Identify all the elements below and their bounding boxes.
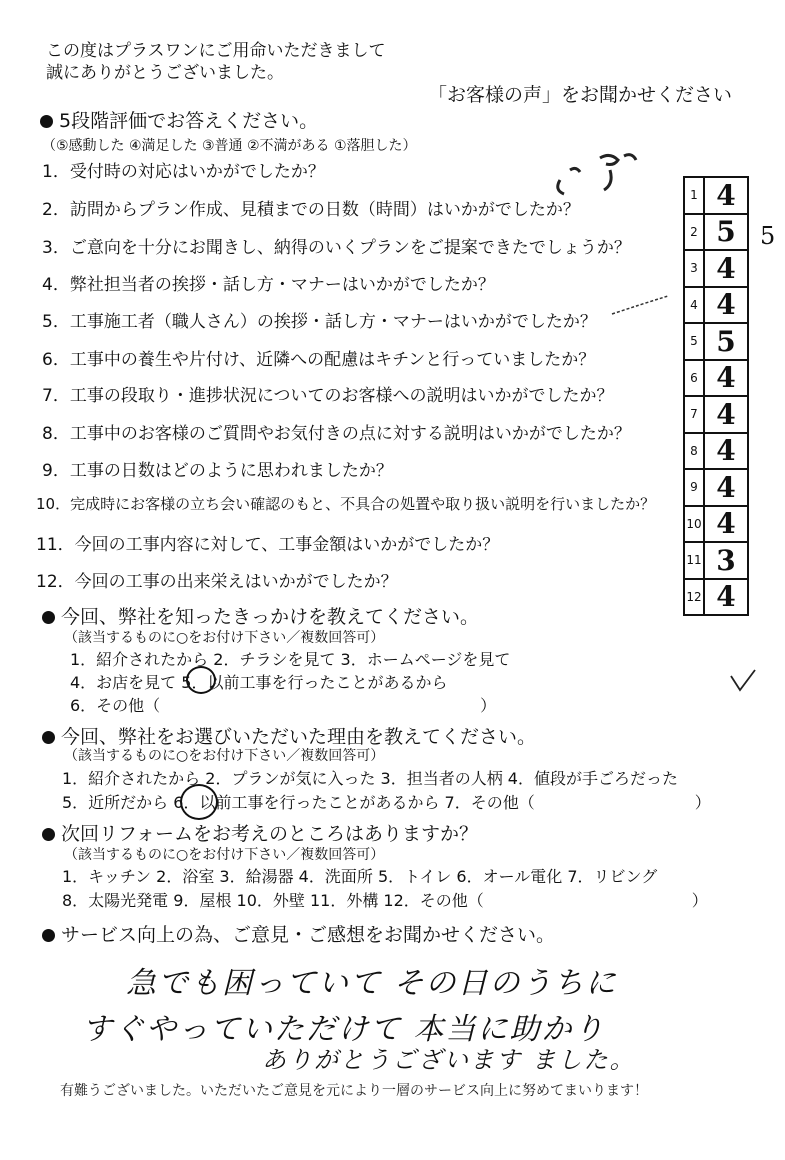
banner-title: 「お客様の声」をお聞かせください bbox=[428, 84, 733, 106]
bullet-icon bbox=[40, 115, 53, 128]
handwriting-line-3[interactable]: ありがとうございます ました。 bbox=[262, 1046, 636, 1074]
question-3: 3．ご意向を十分にお聞きし、納得のいくプランをご提案できたでしょうか？ bbox=[42, 238, 631, 258]
know-note: （該当するものに○をお付け下さい／複数回答可） bbox=[64, 630, 385, 646]
bullet-icon bbox=[42, 611, 55, 624]
score-value[interactable]: 5 bbox=[704, 323, 748, 360]
score-value[interactable]: 4 bbox=[704, 396, 748, 433]
opinion-title-text: サービス向上の為、ご意見・ご感想をお聞かせください。 bbox=[61, 924, 556, 946]
next-note: （該当するものに○をお付け下さい／複数回答可） bbox=[64, 847, 385, 863]
score-value[interactable]: 5 bbox=[704, 214, 748, 251]
know-section-title bbox=[42, 602, 479, 629]
score-row bbox=[684, 323, 748, 360]
reason-options-line-2: 5．近所だから 6．以前工事を行ったことがあるから 7．その他（ ） bbox=[62, 793, 711, 812]
score-number: 1 bbox=[684, 177, 704, 214]
score-number: 6 bbox=[684, 360, 704, 397]
question-2: 2．訪問からプラン作成、見積までの日数（時間）はいかがでしたか？ bbox=[42, 200, 580, 220]
question-12: 12．今回の工事の出来栄えはいかがでしたか？ bbox=[36, 572, 398, 592]
question-4: 4．弊社担当者の挨拶・話し方・マナーはいかがでしたか？ bbox=[42, 275, 495, 295]
score-value[interactable]: 4 bbox=[704, 287, 748, 324]
score-value[interactable]: 4 bbox=[704, 579, 748, 616]
score-row bbox=[684, 360, 748, 397]
know-options-line-1: 1．紹介されたから 2．チラシを見て 3．ホームページを見て bbox=[70, 650, 511, 669]
know-options-line-2: 4．お店を見て 5．以前工事を行ったことがあるから bbox=[70, 673, 448, 692]
next-title-text: 次回リフォームをお考えのところはありますか？ bbox=[61, 823, 479, 845]
question-10: 10．完成時にお客様の立ち会い確認のもと、不具合の処置や取り扱い説明を行いましたか？ bbox=[36, 495, 656, 513]
score-value[interactable]: 4 bbox=[704, 506, 748, 543]
score-number: 8 bbox=[684, 433, 704, 470]
reason-title-text: 今回、弊社をお選びいただいた理由を教えてください。 bbox=[61, 726, 537, 748]
rating-section-title bbox=[40, 106, 318, 133]
score-number: 12 bbox=[684, 579, 704, 616]
opinion-section-title bbox=[42, 920, 555, 947]
question-6: 6．工事中の養生や片付け、近隣への配慮はキチンと行っていましたか？ bbox=[42, 350, 596, 370]
reason-options-line-1: 1．紹介されたから 2．プランが気に入った 3．担当者の人柄 4．値段が手ごろだった bbox=[62, 769, 678, 788]
score-value[interactable]: 4 bbox=[704, 433, 748, 470]
margin-note: 5 bbox=[760, 222, 778, 250]
score-number: 11 bbox=[684, 542, 704, 579]
handwriting-line-2[interactable]: すぐやっていただけて 本当に助かり bbox=[82, 1012, 606, 1047]
score-value[interactable]: 3 bbox=[704, 542, 748, 579]
ink-stroke bbox=[610, 290, 670, 320]
score-number: 9 bbox=[684, 469, 704, 506]
rating-scale: （⑤感動した ④満足した ③普通 ②不満がある ①落胆した） bbox=[42, 138, 417, 154]
score-value[interactable]: 4 bbox=[704, 177, 748, 214]
question-1: 1．受付時の対応はいかがでしたか？ bbox=[42, 162, 325, 182]
bullet-icon bbox=[42, 929, 55, 942]
next-section-title bbox=[42, 819, 478, 846]
intro-line-2: 誠にありがとうございました。 bbox=[46, 63, 284, 83]
score-number: 3 bbox=[684, 250, 704, 287]
question-8: 8．工事中のお客様のご質問やお気付きの点に対する説明はいかがでしたか？ bbox=[42, 424, 631, 444]
score-row bbox=[684, 214, 748, 251]
ink-doodle bbox=[540, 150, 640, 200]
next-options-line-2: 8．太陽光発電 9．屋根 10．外壁 11．外構 12．その他（ ） bbox=[62, 891, 708, 910]
bullet-icon bbox=[42, 731, 55, 744]
question-7: 7．工事の段取り・進捗状況についてのお客様への説明はいかがでしたか？ bbox=[42, 386, 614, 406]
handwriting-line-1[interactable]: 急でも困っていて その日のうちに bbox=[126, 966, 618, 1001]
intro-line-1: この度はプラスワンにご用命いただきまして bbox=[46, 41, 386, 61]
score-number: 5 bbox=[684, 323, 704, 360]
score-row bbox=[684, 506, 748, 543]
know-options-line-3: 6．その他（ ） bbox=[70, 696, 497, 715]
score-value[interactable]: 4 bbox=[704, 250, 748, 287]
score-number: 7 bbox=[684, 396, 704, 433]
reason-note: （該当するものに○をお付け下さい／複数回答可） bbox=[64, 748, 385, 764]
know-title-text: 今回、弊社を知ったきっかけを教えてください。 bbox=[61, 606, 480, 628]
rating-title-text: 5段階評価でお答えください。 bbox=[59, 110, 319, 132]
selected-option-circle[interactable] bbox=[180, 784, 218, 820]
bullet-icon bbox=[42, 828, 55, 841]
question-11: 11．今回の工事内容に対して、工事金額はいかがでしたか？ bbox=[36, 535, 500, 555]
question-9: 9．工事の日数はどのように思われましたか？ bbox=[42, 461, 393, 481]
check-mark-icon bbox=[728, 668, 758, 694]
score-row bbox=[684, 250, 748, 287]
score-row bbox=[684, 177, 748, 214]
score-row bbox=[684, 433, 748, 470]
next-options-line-1: 1．キッチン 2．浴室 3．給湯器 4．洗面所 5．トイレ 6．オール電化 7．リビング bbox=[62, 867, 658, 886]
score-value[interactable]: 4 bbox=[704, 469, 748, 506]
selected-option-circle[interactable] bbox=[186, 666, 216, 694]
score-row bbox=[684, 469, 748, 506]
score-number: 4 bbox=[684, 287, 704, 324]
footer-thanks: 有難うございました。いただいたご意見を元により一層のサービス向上に努めてまいります！ bbox=[60, 1083, 648, 1099]
question-5: 5．工事施工者（職人さん）の挨拶・話し方・マナーはいかがでしたか？ bbox=[42, 312, 597, 332]
score-row bbox=[684, 396, 748, 433]
score-number: 2 bbox=[684, 214, 704, 251]
score-value[interactable]: 4 bbox=[704, 360, 748, 397]
score-row bbox=[684, 542, 748, 579]
score-row bbox=[684, 579, 748, 616]
score-row bbox=[684, 287, 748, 324]
score-table bbox=[683, 176, 749, 616]
score-number: 10 bbox=[684, 506, 704, 543]
